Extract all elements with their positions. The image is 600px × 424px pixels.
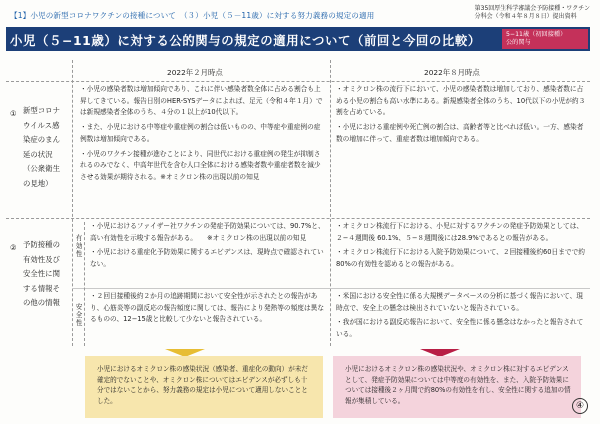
breadcrumb: 【1】小児の新型コロナワクチンの接種について （３）小児（５－11歳）に対する努力義務の規定の適用: [10, 11, 375, 20]
bullet-item: ・米国における安全性に係る大規模データベースの分析に基づく報告において、現時点で、安全上の懸念は検出されていないと報告されている。: [336, 292, 583, 312]
row-label-line: 有効性及び: [23, 254, 60, 264]
bullet-item: ・２回目接種後約２か月の追跡期間において安全性が示されたとの報告があり、心筋炎等の副反応の報告頻度に関しては、報告により発熱等の頻度は異なるものの、12−15歳と比較して少ないと報告されている。: [90, 292, 325, 324]
page-number: ④: [572, 398, 588, 414]
cell-efficacy-feb: [90, 221, 326, 274]
row-label-spread: [23, 104, 60, 191]
title-banner: [6, 27, 590, 51]
row-label-line: の他の情報: [23, 298, 60, 307]
bullet-item: ・小児における重症化予防効果に関するエビデンスは、現時点で確認されていない。: [90, 248, 324, 269]
category-badge: [502, 29, 588, 49]
bullet-item: ・小児におけるファイザー社ワクチンの発症予防効果については、90.7%と、高い有効性を示唆する報告がある。 ※オミクロン株の出現以前の知見: [90, 222, 325, 242]
sublabel-safety: 安全性: [75, 303, 83, 327]
summary-aug: [333, 356, 581, 418]
badge-line: 公的関与: [506, 39, 531, 46]
column-header-aug: 2022年８月時点: [424, 68, 480, 77]
row-label-line: ウイルス感: [23, 120, 60, 130]
meeting-info-line: 分科会（令和４年８月８日）提出資料: [474, 13, 577, 20]
cell-safety-feb: [90, 291, 326, 329]
bullet-item: ・小児における重症例や死亡例の割合は、高齢者等と比べれば低い。一方、感染者数の増加に伴って、重症者数は増加傾向である。: [336, 123, 584, 143]
bullet-item: ・オミクロン株流行下における、小児に対するワクチンの発症予防効果としては、２−４週間後 60.1%、５−８週間後には28.9%であるとの報告がある。: [336, 222, 584, 242]
grid-line: [330, 60, 331, 346]
row-label-line: する情報そ: [23, 283, 60, 293]
row-label-line: の見地）: [23, 178, 53, 188]
cell-efficacy-aug: [336, 221, 588, 274]
meeting-info: [475, 5, 590, 21]
bullet-item: ・小児のワクチン接種が進むことにより、同世代における重症例の発生が抑制されるのみでなく、中高年世代を含む人口全体における感染者数や重症者数を減少させる効果が期待される。※オミクロン株の出現以前の知見: [80, 149, 321, 181]
row-label-line: 安全性に関: [23, 269, 60, 278]
badge-line: 5−11歳（初回接種）: [506, 30, 567, 38]
row-number: ①: [10, 109, 17, 118]
row-label-line: 予防接種の: [23, 240, 60, 249]
sublabel-efficacy: 有効性: [75, 234, 83, 258]
cell-spread-feb: [80, 84, 324, 187]
summary-feb-text: 小児におけるオミクロン株の感染状況（感染者、重症化の動向）が未だ確定的でないことや、オミクロン株についてはエビデンスが必ずしも十分ではないことから、努力義務の規定は小児について適用しないこととした。: [97, 365, 308, 405]
page-title: 小児（５−11歳）に対する公的関与の規定の適用について（前回と今回の比較）: [10, 33, 481, 48]
row-label-line: 延の状況: [23, 149, 53, 159]
row-label-line: （公衆衛生: [23, 164, 60, 173]
bullet-item: ・オミクロン株流行下における入院予防効果について、２回接種後約60日までで約80%の有効性を認めるとの報告がある。: [336, 248, 585, 269]
cell-spread-aug: [336, 84, 588, 149]
bullet-item: ・小児の感染者数は増加傾向であり、これに伴い感染者数全体に占める割合も上昇してきている。報告日別のHER-SYSデータによれば、足元（令和４年１月）では新規感染者全体のうち、４分の１以上が10代以下。: [80, 85, 323, 117]
grid-line: [72, 288, 590, 289]
column-header-feb: 2022年２月時点: [167, 68, 223, 77]
grid-line: [6, 218, 590, 219]
summary-aug-text: 小児におけるオミクロン株の感染状況や、オミクロン株に対するエビデンスとして、発症予防効果については中等度の有効性を、また、入院予防効果については接種後２ヶ月間で約80%の有効性を有し、安全性に関する追加の情報が集積している。: [345, 365, 571, 405]
row-label-line: 染症のまん: [23, 135, 60, 144]
cell-safety-aug: [336, 291, 588, 344]
row-number: ②: [10, 243, 17, 252]
summary-feb: [85, 356, 323, 418]
meeting-info-line: 第35回厚生科学審議会予防接種・ワクチン: [474, 5, 590, 12]
row-label-line: 新型コロナ: [23, 106, 60, 115]
bullet-item: ・オミクロン株の流行下において、小児の感染者数は増加しており、感染者数に占める小児の割合も高い水準にある。新規感染者全体のうち、10代以下の小児が約３割を占めている。: [336, 85, 586, 117]
grid-line: [6, 81, 590, 82]
bullet-item: ・我が国における副反応報告において、安全性に係る懸念はなかったと報告されている。: [336, 318, 584, 339]
bullet-item: ・また、小児における中等症や重症例の割合は低いものの、中等症や重症例の症例数は増加傾向である。: [80, 123, 321, 143]
row-label-vaccine-info: [23, 238, 60, 311]
